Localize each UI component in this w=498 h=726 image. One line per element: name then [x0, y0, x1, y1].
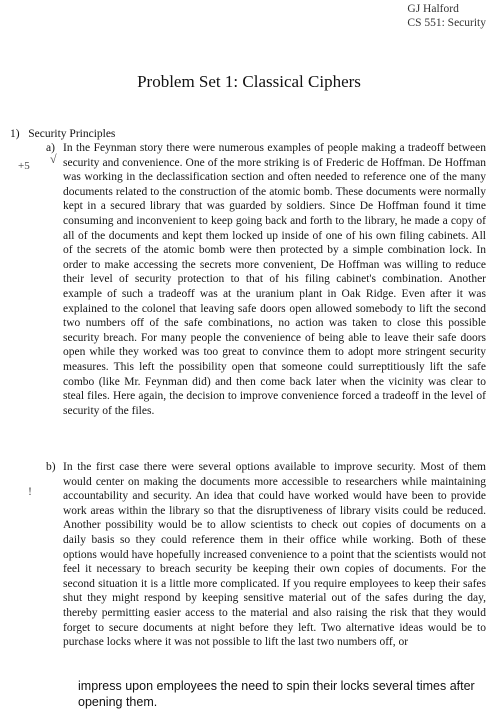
- item-label: b): [46, 461, 56, 473]
- item-paragraph: In the Feynman story there were numerous examples of people making a tradeoff between security and convenience. One of the more striking is of Frederic de Hoffman. De Hoffman was working in the declassification section and often needed to reference one of the many documents related to the construction of the atomic bomb. These documents were normally kept in a secured library that was guarded by soldiers. Since De Hoffman found it time consuming and inconvenient to keep going back and forth to the library, he made a copy of all of the documents and kept them locked up inside of one of his own filing cabinets. All of the secrets of the atomic bomb were then protected by a simple combination lock. In order to make accessing the secrets more convenient, De Hoffman was willing to reduce their level of security protection to that of his filing cabinet's combination. Another example of such a tradeoff was at the uranium plant in Oak Ridge. Even after it was explained to the colonel that leaving safe doors open allowed somebody to lift the second two numbers off of the safe combinations, no action was taken to close this possible security breach. For many people the convenience of being able to leave their safe doors open while they worked was too great to convince them to adopt more stringent security measures. This left the possibility open that someone could surreptitiously lift the safe combo (like Mr. Feynman did) and then come back later when the vicinity was clear to steal files. Here again, the decision to improve convenience forced a tradeoff in the level of security of the files.: [63, 142, 486, 417]
- section-title: Security Principles: [28, 128, 116, 140]
- grade-mark: +5: [18, 160, 30, 172]
- check-mark: √: [50, 152, 57, 166]
- header: [407, 2, 486, 30]
- continuation-text: impress upon employees the need to spin their locks several times after opening them.: [78, 679, 475, 709]
- answer-item-b: [46, 460, 486, 650]
- author-name: GJ Halford: [407, 3, 459, 15]
- section-number: 1): [10, 128, 20, 140]
- section-heading: [10, 128, 115, 140]
- margin-mark: !: [28, 484, 32, 498]
- item-paragraph: In the first case there were several options available to improve security. Most of them would center on making the documents more accessible to researchers while maintaining accountability and security. An idea that could have worked would have been to provide work areas within the library so that the disruptiveness of library visits could be reduced. Another possibility would be to allow scientists to check out copies of documents on a daily basis so they could reference them in their office while working. Both of these options would have hopefully increased convenience to a point that the scientists would not feel it necessary to breach security be keeping their own copies of documents. For the second situation it is a little more complicated. If you require employees to keep their safes shut they might respond by keeping sensitive material out of the safes during the day, thereby permitting easier access to the material and also raising the risk that they would forget to secure documents at night before they left. Two alternative ideas would be to purchase locks where it was not possible to lift the last two numbers off, or: [63, 461, 486, 649]
- answer-item-a: [46, 141, 486, 418]
- item-label: a): [46, 142, 55, 154]
- page-title: Problem Set 1: Classical Ciphers: [137, 72, 361, 91]
- course-name: CS 551: Security: [407, 17, 486, 29]
